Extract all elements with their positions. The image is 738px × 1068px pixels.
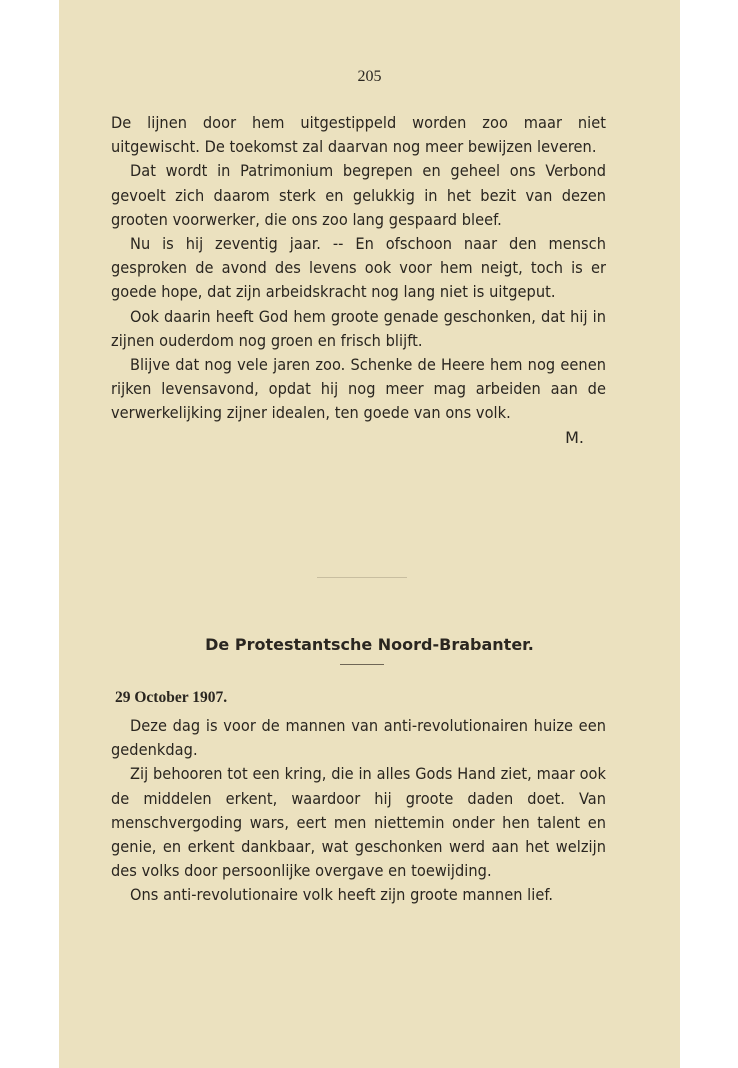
signature: M. bbox=[565, 427, 584, 447]
page-number: 205 bbox=[357, 68, 382, 85]
paragraph: Ons anti-revolutionaire volk heeft zijn groote mannen lief. bbox=[130, 885, 554, 905]
section-separator bbox=[317, 577, 407, 578]
paragraph: Dat wordt in Patrimonium begrepen en geheel ons Verbond gevoelt zich daarom sterk en gelukkig in het bezit van dezen grooten voorwerker, die ons zoo lang gespaard bleef. bbox=[111, 161, 606, 229]
heading-rule bbox=[340, 664, 384, 665]
paragraph: Deze dag is voor de mannen van anti-revolutionairen huize een gedenkdag. bbox=[111, 716, 606, 760]
paragraph: Zij behooren tot een kring, die in alles Gods Hand ziet, maar ook de middelen erkent, waardoor hij groote daden doet. Van menschvergoding wars, eert men niettemin onder hen talent en genie, en erkent dankbaar, wat geschonken werd aan het welzijn des volks door persoonlijke overgave en toewijding. bbox=[111, 764, 606, 881]
paragraph: Ook daarin heeft God hem groote genade geschonken, dat hij in zijnen ouderdom nog groen en frisch blijft. bbox=[111, 306, 606, 350]
paragraph: De lijnen door hem uitgestippeld worden zoo maar niet uitgewischt. De toekomst zal daarvan nog meer bewijzen leveren. bbox=[111, 113, 606, 157]
paragraph: Nu is hij zeventig jaar. -- En ofschoon naar den mensch gesproken de avond des levens ook voor hem neigt, toch is er goede hope, dat zijn arbeidskracht nog lang niet is uitgeput. bbox=[111, 234, 606, 302]
section-2-body bbox=[111, 714, 606, 908]
section-1-body bbox=[111, 111, 606, 450]
section-heading: De Protestantsche Noord-Brabanter. bbox=[205, 635, 534, 654]
book-page bbox=[59, 0, 680, 1068]
paragraph: Blijve dat nog vele jaren zoo. Schenke de Heere hem nog eenen rijken levensavond, opdat hij nog meer mag arbeiden aan de verwerkelijking zijner idealen, ten goede van ons volk. bbox=[111, 355, 606, 423]
article-date: 29 October 1907. bbox=[115, 689, 228, 706]
